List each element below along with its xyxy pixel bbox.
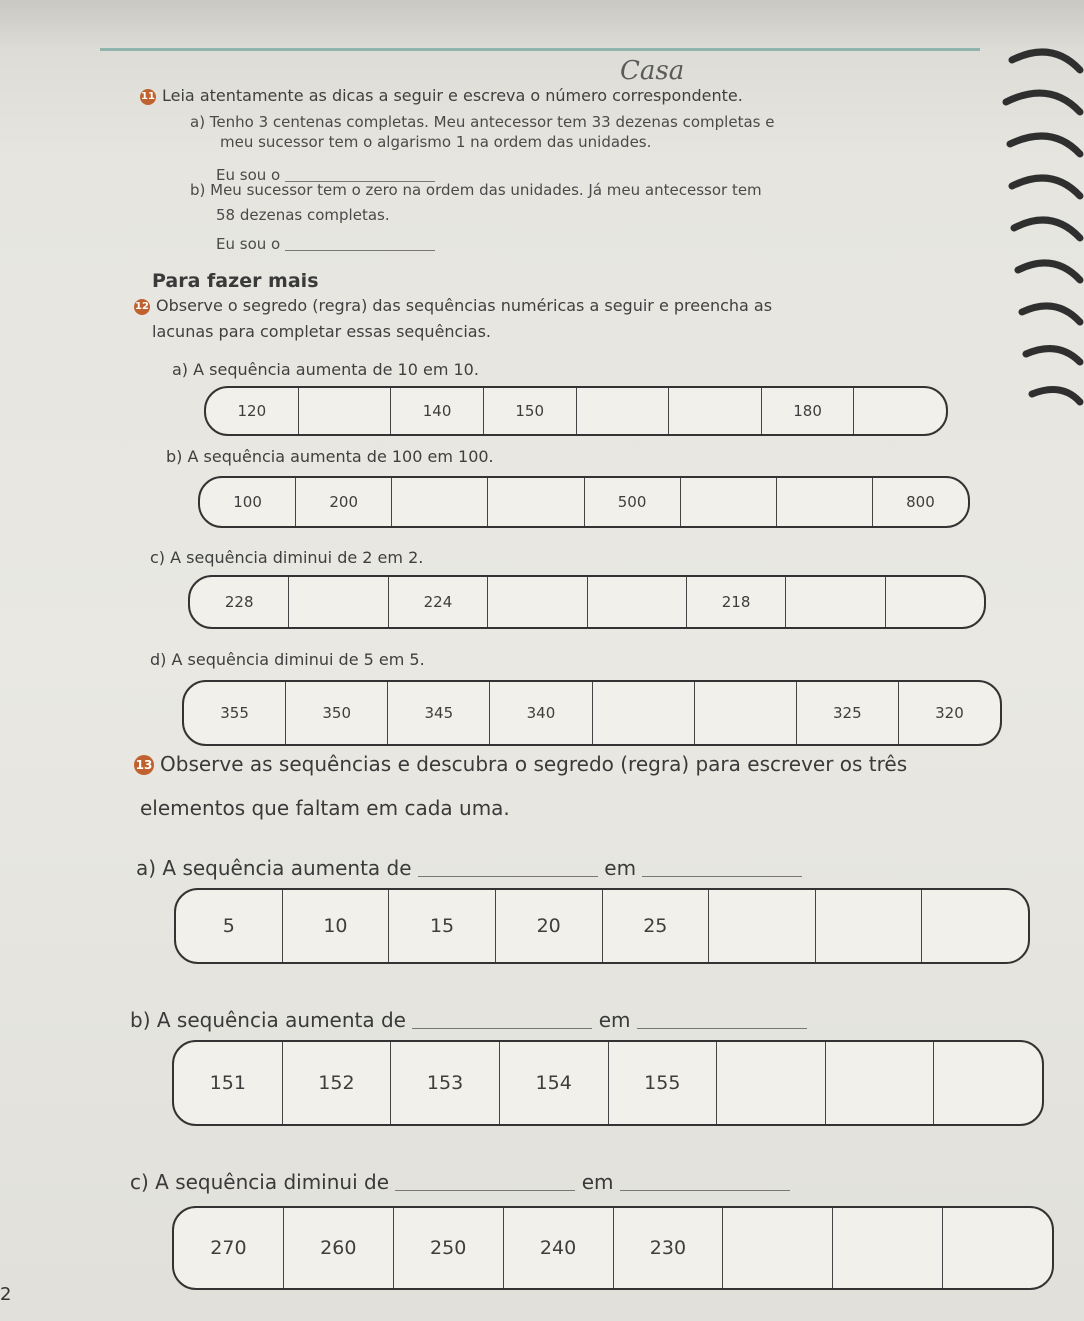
header-rule (100, 48, 980, 51)
q12-prompt-text: Observe o segredo (regra) das sequências numéricas a seguir e preencha as (156, 296, 773, 315)
sequence-cell: 250 (394, 1208, 504, 1288)
sequence-blank-cell[interactable] (816, 890, 923, 962)
q13-a-blank-2[interactable] (642, 876, 802, 877)
q12-c-label: c) A sequência diminui de 2 em 2. (150, 548, 424, 567)
sequence-blank-cell[interactable] (488, 577, 587, 627)
q11-b-answer-blank[interactable] (285, 250, 435, 251)
sequence-cell: 350 (286, 682, 388, 744)
q13-b-sequence (172, 1040, 1044, 1126)
q13-number-badge: 13 (134, 755, 154, 775)
q13-a-sequence (174, 888, 1030, 964)
sequence-cell: 800 (906, 493, 935, 511)
sequence-blank-cell[interactable] (786, 577, 885, 627)
q12-c-sequence (188, 575, 986, 629)
spiral-binding-icon (992, 40, 1084, 440)
q13-c-blank-1[interactable] (395, 1190, 575, 1191)
q12-prompt-line2: lacunas para completar essas sequências. (152, 322, 492, 341)
sequence-blank-cell[interactable] (943, 1208, 1052, 1288)
q12-a-sequence (204, 386, 948, 436)
q13-a-em: em (604, 856, 637, 880)
q11-a-line1: a) Tenho 3 centenas completas. Meu antecessor tem 33 dezenas completas e (190, 113, 775, 131)
page-top-edge (0, 0, 1084, 48)
sequence-blank-cell[interactable] (717, 1042, 826, 1124)
q11-b-line1: b) Meu sucessor tem o zero na ordem das unidades. Já meu antecessor tem (190, 181, 762, 199)
q11-b-line2: 58 dezenas completas. (216, 206, 390, 224)
sequence-blank-cell[interactable] (695, 682, 797, 744)
sequence-blank-cell[interactable] (854, 388, 946, 434)
sequence-cell: 240 (504, 1208, 614, 1288)
sequence-cell: 150 (484, 388, 577, 434)
q11-a-answer-label: Eu sou o (216, 166, 281, 184)
sequence-cell: 345 (388, 682, 490, 744)
section-title: Para fazer mais (152, 270, 319, 292)
q12-prompt-line1 (134, 296, 772, 315)
sequence-blank-cell[interactable] (922, 890, 1028, 962)
sequence-blank-cell[interactable] (777, 478, 873, 526)
sequence-cell: 325 (797, 682, 899, 744)
q13-a-label-row (136, 856, 802, 880)
sequence-blank-cell[interactable] (826, 1042, 935, 1124)
sequence-blank-cell[interactable] (488, 478, 584, 526)
q13-c-label: c) A sequência diminui de (130, 1170, 389, 1194)
sequence-cell: 218 (687, 577, 786, 627)
q13-c-label-row (130, 1170, 790, 1194)
sequence-blank-cell[interactable] (577, 388, 670, 434)
sequence-cell: 180 (762, 388, 855, 434)
q13-b-label-row (130, 1008, 807, 1032)
q13-prompt-line1 (134, 752, 907, 776)
q11-a-line2: meu sucessor tem o algarismo 1 na ordem das unidades. (220, 133, 652, 151)
sequence-blank-cell[interactable] (299, 388, 392, 434)
q12-b-label: b) A sequência aumenta de 100 em 100. (166, 447, 494, 466)
q13-c-em: em (581, 1170, 614, 1194)
q11-b-answer (216, 235, 435, 253)
sequence-cell: 260 (284, 1208, 394, 1288)
sequence-cell: 224 (389, 577, 488, 627)
q13-a-blank-1[interactable] (418, 876, 598, 877)
sequence-cell: 100 (200, 478, 296, 526)
sequence-cell: 120 (206, 388, 299, 434)
sequence-blank-cell[interactable] (392, 478, 488, 526)
q11-b-answer-label: Eu sou o (216, 235, 281, 253)
sequence-cell: 25 (603, 890, 710, 962)
sequence-blank-cell[interactable] (709, 890, 816, 962)
sequence-blank-cell[interactable] (669, 388, 762, 434)
sequence-cell: 20 (496, 890, 603, 962)
sequence-blank-cell[interactable] (588, 577, 687, 627)
handwritten-note: Casa (620, 56, 685, 86)
q13-c-blank-2[interactable] (620, 1190, 790, 1191)
sequence-cell: 151 (174, 1042, 283, 1124)
page-number: 2 (0, 1284, 12, 1305)
sequence-cell: 154 (500, 1042, 609, 1124)
q13-b-blank-1[interactable] (412, 1028, 592, 1029)
sequence-cell: 152 (283, 1042, 392, 1124)
sequence-cell: 340 (490, 682, 592, 744)
sequence-blank-cell[interactable] (934, 1042, 1042, 1124)
sequence-blank-cell[interactable] (289, 577, 388, 627)
q12-a-label: a) A sequência aumenta de 10 em 10. (172, 360, 479, 379)
sequence-blank-cell[interactable] (593, 682, 695, 744)
q11-prompt (140, 86, 743, 105)
q13-a-label: a) A sequência aumenta de (136, 856, 412, 880)
sequence-cell: 230 (614, 1208, 724, 1288)
sequence-cell: 228 (190, 577, 289, 627)
q12-d-sequence (182, 680, 1002, 746)
q13-prompt-text: Observe as sequências e descubra o segredo (regra) para escrever os três (160, 752, 908, 776)
sequence-cell: 5 (176, 890, 283, 962)
sequence-blank-cell[interactable] (833, 1208, 943, 1288)
sequence-cell: 15 (389, 890, 496, 962)
sequence-cell: 320 (935, 704, 964, 722)
sequence-blank-cell[interactable] (886, 577, 984, 627)
q11-prompt-text: Leia atentamente as dicas a seguir e escreva o número correspondente. (162, 86, 743, 105)
sequence-cell: 153 (391, 1042, 500, 1124)
q12-number-badge: 12 (134, 299, 150, 315)
sequence-cell: 500 (585, 478, 681, 526)
q11-number-badge: 11 (140, 89, 156, 105)
q13-c-sequence (172, 1206, 1054, 1290)
sequence-cell: 355 (184, 682, 286, 744)
sequence-cell: 10 (283, 890, 390, 962)
q12-d-label: d) A sequência diminui de 5 em 5. (150, 650, 425, 669)
sequence-cell: 200 (296, 478, 392, 526)
q13-b-label: b) A sequência aumenta de (130, 1008, 406, 1032)
q13-b-blank-2[interactable] (637, 1028, 807, 1029)
q13-b-em: em (598, 1008, 631, 1032)
sequence-cell: 140 (391, 388, 484, 434)
sequence-cell: 155 (609, 1042, 718, 1124)
q12-b-sequence (198, 476, 970, 528)
sequence-blank-cell[interactable] (681, 478, 777, 526)
q13-prompt-line2: elementos que faltam em cada uma. (140, 796, 510, 820)
sequence-cell: 270 (174, 1208, 284, 1288)
sequence-blank-cell[interactable] (723, 1208, 833, 1288)
